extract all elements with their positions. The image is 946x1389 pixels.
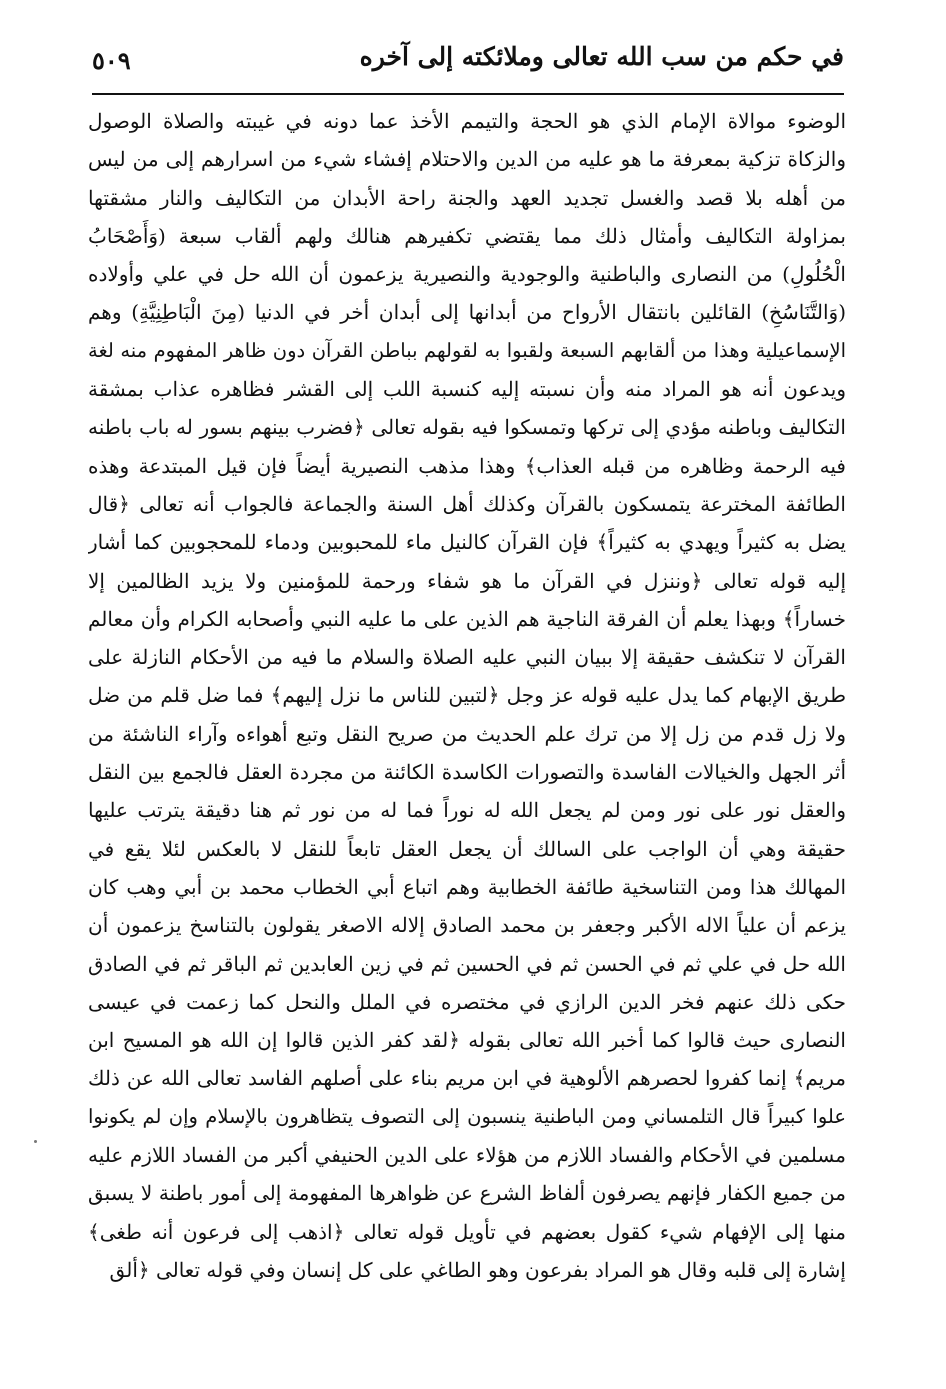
text-line: الطائفة المخترعة يتمسكون بالقرآن وكذلك أهل السنة والجماعة فالجواب أنه تعالى ﴿قال bbox=[88, 491, 846, 516]
page-number: ٥٠٩ bbox=[92, 46, 131, 75]
text-line: الوضوء موالاة الإمام الذي هو الحجة والتيمم الأخذ عما دونه في غيبته والصلاة الوصول bbox=[88, 109, 846, 133]
header-divider bbox=[92, 93, 844, 95]
text-line: حكى ذلك عنهم فخر الدين الرازي في مختصره في الملل والنحل كما زعمت في عيسى bbox=[88, 989, 846, 1014]
text-line: من أهله بلا قصد والغسل تجديد العهد والجنة راحة الأبدان من التكاليف والنار مشقتها bbox=[88, 185, 846, 210]
text-line: إشارة إلى قلبه وقال هو المراد بفرعون وهو الطاغي على كل إنسان وفي قوله تعالى ﴿ألق bbox=[109, 1257, 846, 1282]
text-line: من جميع الكفار فإنهم يصرفون ألفاظ الشرع عن ظواهرها المفهومة إلى أمور باطنة لا يسبق bbox=[88, 1181, 846, 1206]
text-line: أثر الجهل والخيالات الفاسدة والتصورات الكاسدة الكائنة من مجردة العقل فالجمع بين النقل bbox=[88, 760, 846, 785]
text-line: منها إلى الإفهام شيء كقول بعضهم في تأويل قوله تعالى ﴿اذهب إلى فرعون أنه طغى﴾ bbox=[88, 1219, 846, 1244]
text-line: حقيقة وهي أن الواجب على السالك أن يجعل العقل تابعاً للنقل لا بالعكس لئلا يقع في bbox=[88, 836, 846, 861]
text-line: الله حل في علي ثم في الحسن ثم في الحسين ثم في زين العابدين ثم الباقر ثم في الصادق bbox=[88, 951, 846, 976]
text-line: النصارى حيث قالوا كما أخبر الله تعالى بقوله ﴿لقد كفر الذين قالوا إن الله هو المسيح ابن bbox=[88, 1028, 846, 1053]
page-header bbox=[92, 38, 844, 88]
text-line: القرآن لا تنكشف حقيقة إلا ببيان النبي عليه الصلاة والسلام ما فيه من الأحكام النازلة على bbox=[88, 645, 846, 670]
text-line: إليه قوله تعالى ﴿وننزل في القرآن ما هو شفاء ورحمة للمؤمنين ولا يزيد الظالمين إلا bbox=[88, 568, 846, 593]
text-line: والعقل نور على نور ومن لم يجعل الله له نوراً فما له من نور ثم هنا دقيقة يترتب عليها bbox=[88, 798, 846, 823]
text-line: خساراً﴾ وبهذا يعلم أن الفرقة الناجية هم الذين على ما عليه النبي وأصحابه الكرام وأن معالم bbox=[88, 606, 846, 631]
text-line: المهالك هذا ومن التناسخية طائفة الخطابية وهم اتباع أبي الخطاب محمد بن أبي وهب كان bbox=[88, 874, 846, 899]
text-line: (وَالتَّنَاسُخِ) القائلين بانتقال الأرواح من أبدانها إلى أبدان أخر في الدنيا (مِنَ الْبَاطِنِيَّةِ) وهم bbox=[88, 300, 846, 325]
text-line: الإسماعيلية وهذا من ألقابهم السبعة ولقبوا به لقولهم بباطن القرآن دون ظاهر المفهوم منه لغة bbox=[88, 338, 846, 362]
text-line: الْحُلُولِ) من النصارى والباطنية والوجودية والنصيرية يزعمون أن الله حل في علي وأولاده bbox=[88, 262, 846, 287]
text-line: مسلمين في الأحكام والفساد اللازم من هؤلاء على الدين الحنيفي أكبر من الفساد اللازم عليه bbox=[88, 1143, 846, 1168]
text-line: والزكاة تزكية بمعرفة ما هو عليه من الدين والاحتلام إفشاء شيء من اسرارهم إلى من ليس bbox=[88, 147, 846, 172]
text-line: يزعم أن علياً الاله الأكبر وجعفر بن محمد الصادق إلاله الاصغر يقولون بالتناسخ يزعمون أن bbox=[88, 913, 846, 938]
margin-speck bbox=[34, 1140, 37, 1143]
text-line: فيه الرحمة وظاهره من قبله العذاب﴾ وهذا مذهب النصيرية أيضاً فإن قيل المبتدعة وهذه bbox=[88, 453, 846, 478]
text-line: ولا زل قدم من زل إلا من ترك علم الحديث من صريح النقل وتبع أهواءه وآراء الناشئة من bbox=[88, 721, 846, 746]
text-line: يضل به كثيراً ويهدي به كثيراً﴾ فإن القرآن كالنيل ماء للمحبوبين ودماء للمحجوبين كما أشار bbox=[88, 530, 846, 555]
running-title: في حكم من سب الله تعالى وملائكته إلى آخره bbox=[359, 42, 844, 71]
text-line: مريم﴾ إنما كفروا لحصرهم الألوهية في ابن مريم بناء على أصلهم الفاسد تعالى الله عن ذلك bbox=[88, 1066, 846, 1091]
text-line: بمزاولة التكاليف وأمثال ذلك مما يقتضي تكفيرهم هنالك ولهم ألقاب سبعة (وَأَصْحَابُ bbox=[88, 223, 846, 248]
text-line: التكاليف وباطنه مؤدي إلى تركها وتمسكوا فيه بقوله تعالى ﴿فضرب بينهم بسور له باب باطنه bbox=[88, 415, 846, 440]
body-text bbox=[88, 102, 846, 1289]
text-line: علوا كبيراً قال التلمساني ومن الباطنية ينسبون إلى التصوف يتظاهرون بالإسلام وإن لم يكونوا bbox=[88, 1104, 846, 1128]
text-line: ويدعون أنه هو المراد منه وأن نسبته إليه كنسبة اللب إلى القشر فظاهره عذاب بمشقة bbox=[88, 377, 846, 402]
text-line: طريق الإبهام كما يدل عليه قوله عز وجل ﴿لتبين للناس ما نزل إليهم﴾ فما ضل قلم من ضل bbox=[88, 683, 846, 708]
